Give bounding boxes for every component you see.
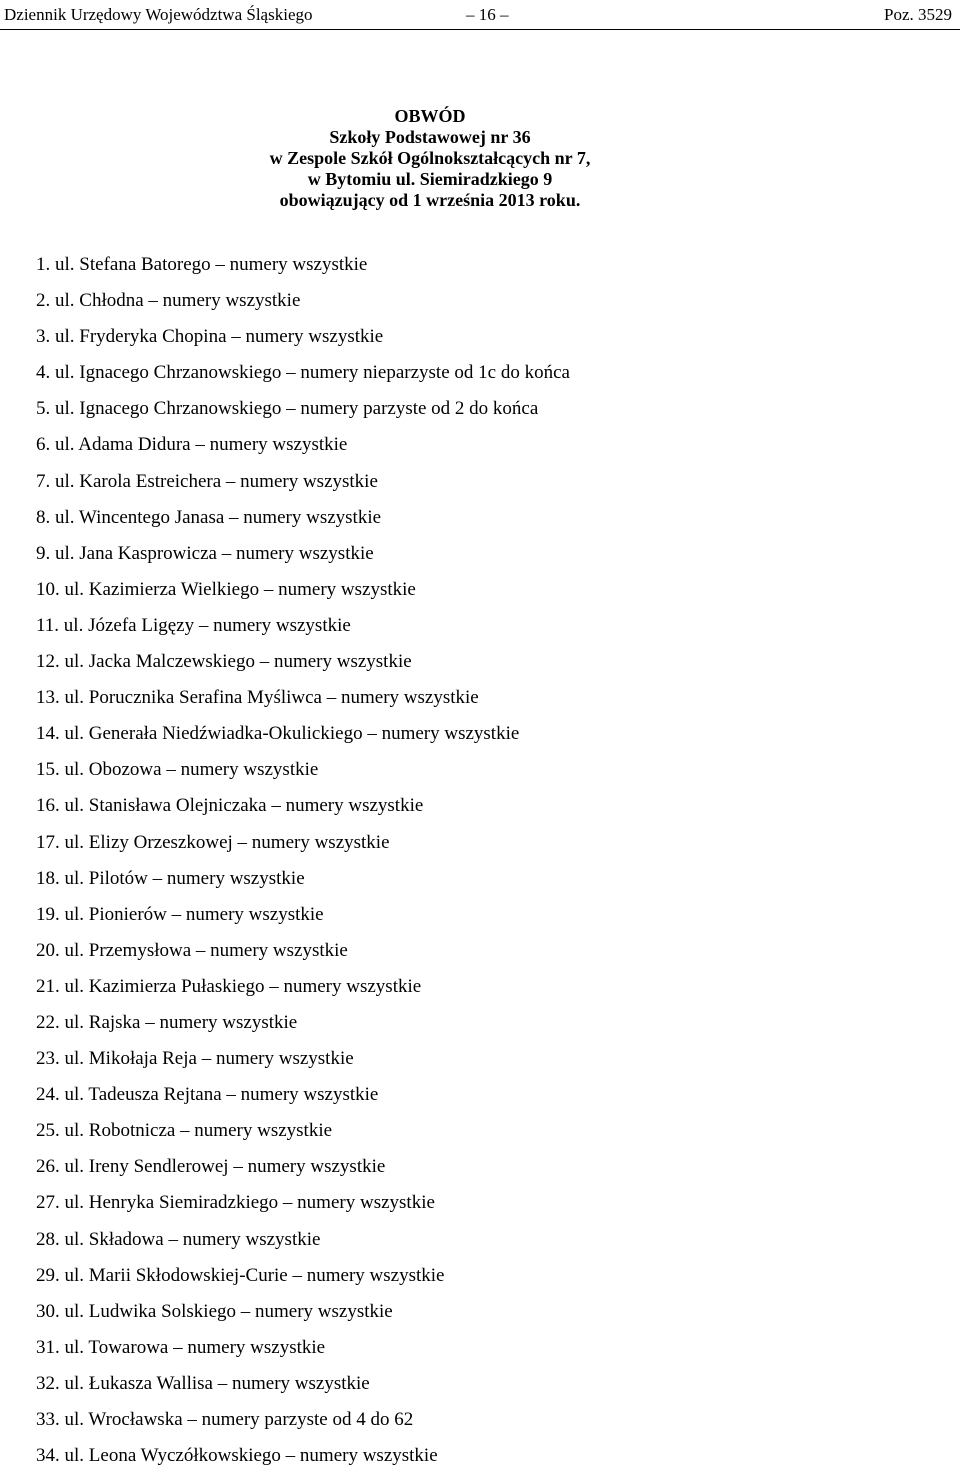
page-number: – 16 – bbox=[466, 5, 509, 24]
heading-school: Szkoły Podstawowej nr 36 bbox=[329, 127, 531, 147]
heading-complex: w Zespole Szkół Ogólnokształcących nr 7, bbox=[269, 148, 591, 168]
street-list-item: 10. ul. Kazimierza Wielkiego – numery wszystkie bbox=[36, 578, 416, 600]
street-list-item: 5. ul. Ignacego Chrzanowskiego – numery parzyste od 2 do końca bbox=[36, 398, 539, 420]
street-list-item: 20. ul. Przemysłowa – numery wszystkie bbox=[36, 939, 348, 961]
street-list-item: 24. ul. Tadeusza Rejtana – numery wszystkie bbox=[36, 1084, 379, 1106]
street-list-item: 7. ul. Karola Estreichera – numery wszystkie bbox=[36, 470, 378, 492]
street-list-item: 27. ul. Henryka Siemiradzkiego – numery wszystkie bbox=[36, 1192, 435, 1214]
street-list-item: 12. ul. Jacka Malczewskiego – numery wszystkie bbox=[36, 651, 412, 673]
page-header bbox=[4, 4, 952, 26]
street-list-item: 19. ul. Pionierów – numery wszystkie bbox=[36, 903, 324, 925]
street-list-item: 1. ul. Stefana Batorego – numery wszystkie bbox=[36, 254, 368, 275]
header-divider bbox=[0, 29, 960, 30]
street-list-item: 15. ul. Obozowa – numery wszystkie bbox=[36, 759, 319, 781]
street-list-item: 23. ul. Mikołaja Reja – numery wszystkie bbox=[36, 1048, 354, 1070]
street-list-item: 14. ul. Generała Niedźwiadka-Okulickiego – numery wszystkie bbox=[36, 723, 520, 745]
street-list-item: 26. ul. Ireny Sendlerowej – numery wszystkie bbox=[36, 1156, 386, 1178]
position-number: Poz. 3529 bbox=[884, 5, 952, 24]
street-list-item: 29. ul. Marii Skłodowskiej-Curie – numery wszystkie bbox=[36, 1264, 445, 1286]
street-list-item: 4. ul. Ignacego Chrzanowskiego – numery nieparzyste od 1c do końca bbox=[36, 362, 570, 384]
street-list-item: 32. ul. Łukasza Wallisa – numery wszystkie bbox=[36, 1372, 370, 1394]
heading-validity: obowiązujący od 1 września 2013 roku. bbox=[279, 190, 581, 210]
street-list-item: 8. ul. Wincentego Janasa – numery wszystkie bbox=[36, 506, 382, 528]
district-heading bbox=[200, 106, 660, 211]
street-list-item: 28. ul. Składowa – numery wszystkie bbox=[36, 1228, 321, 1250]
street-list-item: 34. ul. Leona Wyczółkowskiego – numery wszystkie bbox=[36, 1445, 438, 1467]
heading-address: w Bytomiu ul. Siemiradzkiego 9 bbox=[307, 169, 553, 189]
street-list-item: 31. ul. Towarowa – numery wszystkie bbox=[36, 1336, 326, 1358]
street-list-item: 18. ul. Pilotów – numery wszystkie bbox=[36, 867, 305, 889]
journal-title: Dziennik Urzędowy Województwa Śląskiego bbox=[4, 5, 313, 24]
street-list-item: 2. ul. Chłodna – numery wszystkie bbox=[36, 290, 301, 312]
street-list-item: 9. ul. Jana Kasprowicza – numery wszystkie bbox=[36, 542, 374, 564]
street-list-item: 16. ul. Stanisława Olejniczaka – numery wszystkie bbox=[36, 795, 424, 817]
street-list-item: 11. ul. Józefa Ligęzy – numery wszystkie bbox=[36, 614, 351, 636]
street-list-item: 33. ul. Wrocławska – numery parzyste od 4 do 62 bbox=[36, 1409, 414, 1430]
street-list-item: 6. ul. Adama Didura – numery wszystkie bbox=[36, 434, 348, 456]
street-list-item: 3. ul. Fryderyka Chopina – numery wszystkie bbox=[36, 326, 384, 348]
street-list-item: 21. ul. Kazimierza Pułaskiego – numery wszystkie bbox=[36, 975, 422, 997]
street-list bbox=[36, 252, 570, 1479]
street-list-item: 30. ul. Ludwika Solskiego – numery wszystkie bbox=[36, 1300, 393, 1322]
street-list-item: 13. ul. Porucznika Serafina Myśliwca – numery wszystkie bbox=[36, 687, 479, 709]
heading-title: OBWÓD bbox=[394, 106, 466, 126]
street-list-item: 17. ul. Elizy Orzeszkowej – numery wszystkie bbox=[36, 831, 390, 853]
street-list-item: 25. ul. Robotnicza – numery wszystkie bbox=[36, 1120, 333, 1142]
street-list-item: 22. ul. Rajska – numery wszystkie bbox=[36, 1011, 298, 1033]
